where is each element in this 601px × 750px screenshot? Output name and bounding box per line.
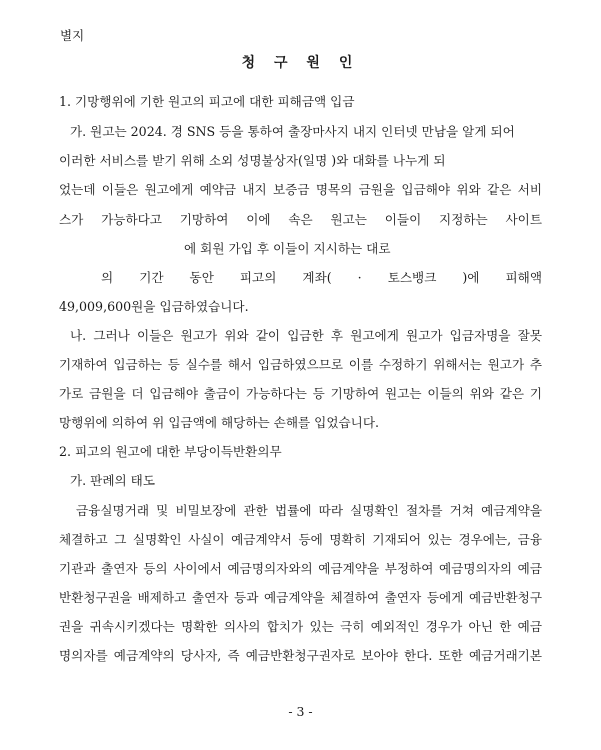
paragraph-line: 기관과 출연자 등의 사이에서 예금명의자와의 예금계약을 부정하여 예금명의자의 예금	[59, 561, 542, 576]
annex-label: 별지	[60, 28, 85, 43]
paragraph-line: 기재하여 입금하는 등 실수를 해서 입금하였으므로 이를 수정하기 위해서는 원고가 추	[59, 357, 542, 372]
paragraph-line: 이러한 서비스를 받기 위해 소외 성명불상자(일명 )와 대화를 나누게 되	[59, 153, 446, 168]
paragraph-line: 가로 금원을 더 입금해야 출금이 가능하다는 등 기망하여 원고는 이들의 위와 같은 기	[59, 386, 542, 401]
paragraph-line: 금융실명거래 및 비밀보장에 관한 법률에 따라 실명확인 절차를 거쳐 예금계약을	[76, 503, 542, 518]
paragraph-line: 의 기간 동안 피고의 계좌( · 토스뱅크 )에 피해액	[101, 270, 542, 285]
paragraph-line: 반환청구권을 배제하고 출연자 등과 예금계약을 체결하여 출연자 등에게 예금반환청구	[59, 590, 542, 605]
paragraph-line: 명의자를 예금계약의 당사자, 즉 예금반환청구권자로 보아야 한다. 또한 예금거래기본	[59, 648, 542, 663]
section-heading-1: 1. 기망행위에 기한 원고의 피고에 대한 피해금액 입금	[59, 94, 355, 109]
paragraph-line: 에 회원 가입 후 이들이 지시하는 대로	[184, 241, 391, 256]
paragraph-line: 스가 가능하다고 기망하여 이에 속은 원고는 이들이 지정하는 사이트	[59, 212, 542, 227]
paragraph-line: 망행위에 의하여 위 입금액에 해당하는 손해를 입었습니다.	[59, 415, 379, 430]
paragraph-line: 가. 원고는 2024. 경 SNS 등을 통하여 출장마사지 내지 인터넷 만남을 알게 되어	[70, 124, 515, 139]
paragraph-line: 었는데 이들은 원고에게 예약금 내지 보증금 명목의 금원을 입금해야 위와 같은 서비	[59, 182, 542, 197]
page-number: - 3 -	[288, 704, 313, 719]
paragraph-line: 나. 그러나 이들은 원고가 위와 같이 입금한 후 원고에게 원고가 입금자명을 잘못	[70, 328, 542, 343]
section-heading-2: 2. 피고의 원고에 대한 부당이득반환의무	[59, 444, 282, 459]
document-title: 청 구 원 인	[241, 55, 360, 71]
paragraph-line: 49,009,600원을 입금하였습니다.	[59, 299, 249, 314]
paragraph-line: 권을 귀속시키겠다는 명확한 의사의 합치가 있는 극히 예외적인 경우가 아닌 한 예금	[59, 619, 542, 634]
paragraph-line: 체결하고 그 실명확인 사실이 예금계약서 등에 명확히 기재되어 있는 경우에는, 금융	[59, 532, 542, 547]
subsection-heading: 가. 판례의 태도	[70, 473, 156, 488]
